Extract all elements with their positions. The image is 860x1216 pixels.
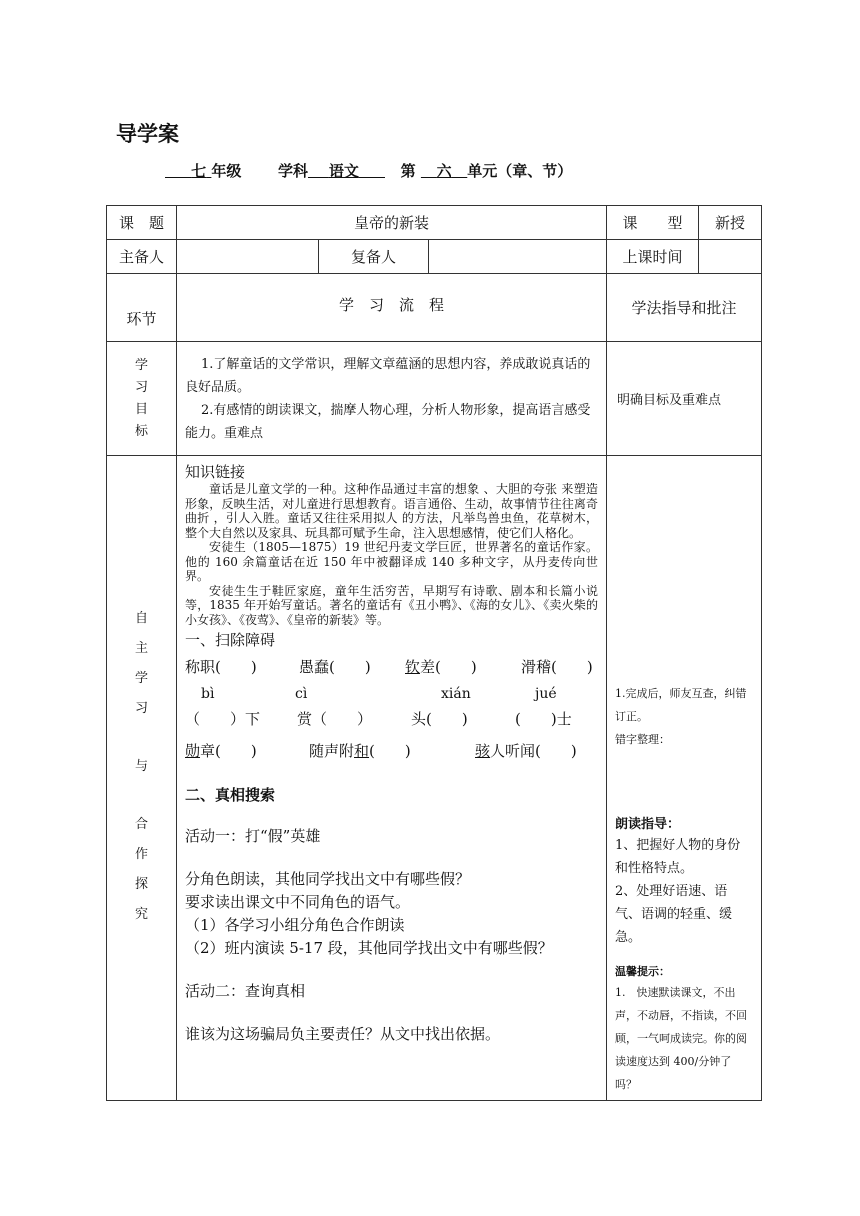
goals-content: [177, 342, 607, 456]
knowledge-paragraph: 童话是儿童文学的一种。这种作品通过丰富的想象 、大胆的夸张 来塑造形象，反映生活，对儿童进行思想教育。语言通俗、生动，故事情节往往离奇曲折 ，引人入胜。童话又往往采用拟人 的方法，凡举鸟兽虫鱼，花草树木，整个大自然以及家具、玩具都可赋予生命，注入思想感情，使它们人格化。: [185, 482, 599, 540]
knowledge-text: [185, 482, 598, 627]
preparer-label: 主备人: [107, 240, 177, 274]
study-content: [177, 456, 607, 1101]
pinyin: cì: [295, 686, 308, 702]
time-label: 上课时间: [607, 240, 699, 274]
grade-label: 年级: [211, 162, 242, 180]
grade-value: 七: [191, 162, 207, 180]
knowledge-title: 知识链接: [185, 463, 246, 481]
vocab-item[interactable]: 头( ): [411, 710, 468, 728]
unit-value: 六: [436, 162, 452, 180]
vocab-row-1: [185, 652, 598, 686]
vocab-row-3: [185, 738, 598, 778]
reading-guide-item: 1、把握好人物的身份和性格特点。: [615, 838, 741, 876]
goals-label: 学 习 目 标: [107, 342, 177, 456]
guide-column-header: 学法指导和批注: [607, 274, 762, 342]
subject-value: 语文: [328, 162, 359, 180]
pinyin-row: [185, 686, 598, 706]
study-row: [107, 456, 762, 1101]
vocab-row-2: [185, 706, 598, 738]
column-header-row: [107, 274, 762, 342]
header-subline: [165, 160, 572, 181]
section1-title: 一、扫除障碍: [185, 631, 276, 649]
vocab-item[interactable]: ( )士: [515, 710, 572, 728]
reading-guide-title: 朗读指导：: [615, 817, 681, 832]
type-value: 新授: [699, 206, 762, 240]
vocab-item[interactable]: 骇人听闻( ): [475, 742, 577, 760]
vocab-item[interactable]: 赏（ ）: [297, 710, 373, 728]
pinyin: bì: [201, 686, 215, 702]
vocab-item[interactable]: 愚蠢( ): [299, 658, 371, 676]
knowledge-paragraph: 安徒生生于鞋匠家庭，童年生活穷苦，早期写有诗歌、剧本和长篇小说等，1835 年开始写童话。著名的童话有《丑小鸭》、《海的女儿》、《卖火柴的小女孩》、《夜莺》、《皇帝的新装》等。: [185, 583, 599, 627]
reviewer-value[interactable]: [429, 240, 607, 274]
note-check: 1.完成后，师友互查，纠错订正。: [615, 687, 747, 723]
vocab-item[interactable]: 钦差( ): [405, 658, 477, 676]
activity1-line: 要求读出课文中不同角色的语气。: [185, 893, 411, 911]
page-title: 导学案: [116, 122, 179, 146]
section-column-header: 环节: [107, 274, 177, 342]
study-notes: [607, 456, 762, 1101]
activity1-title: 活动一：打“假”英雄: [185, 827, 321, 845]
activity1-line: （2）班内演读 5-17 段，其他同学找出文中有哪些假？: [185, 939, 553, 957]
activity1-line: 分角色朗读，其他同学找出文中有哪些假？: [185, 870, 471, 888]
vocab-item[interactable]: 随声附和( ): [309, 742, 411, 760]
reviewer-label: 复备人: [319, 240, 429, 274]
topic-value: 皇帝的新装: [177, 206, 607, 240]
vocab-item[interactable]: 滑稽( ): [521, 658, 593, 676]
preparer-value[interactable]: [177, 240, 319, 274]
goals-note: 明确目标及重难点: [607, 342, 762, 456]
type-label: 课 型: [607, 206, 699, 240]
lesson-table: [106, 205, 762, 1101]
topic-label: 课 题: [107, 206, 177, 240]
topic-row: [107, 206, 762, 240]
vocab-item[interactable]: 称职( ): [185, 658, 257, 676]
unit-suffix: 单元（章、节）: [467, 162, 573, 180]
pinyin: xián: [441, 686, 471, 702]
reading-guide-item: 2、处理好语速、语气、语调的轻重、缓急。: [615, 884, 733, 945]
section2-title: 二、真相搜索: [185, 786, 276, 804]
preparer-row: [107, 240, 762, 274]
tip-text: 1. 快速默读课文，不出声，不动唇，不指读，不回顾，一气呵成读完。你的阅读速度达到 400/分钟了吗？: [615, 986, 748, 1091]
time-value[interactable]: [699, 240, 762, 274]
activity2-title: 活动二：查询真相: [185, 982, 306, 1000]
subject-label: 学科: [277, 162, 308, 180]
knowledge-paragraph: 安徒生（1805—1875）19 世纪丹麦文学巨匠，世界著名的童话作家。他的 160 余篇童话在近 150 年中被翻译成 140 多种文字，从丹麦传向世界。: [185, 540, 599, 583]
vocab-item[interactable]: （ ）下: [185, 710, 261, 728]
vocab-item[interactable]: 勋章( ): [185, 742, 257, 760]
note-typo: 错字整理：: [615, 733, 671, 746]
goal-item: 1.了解童话的文学常识，理解文章蕴涵的思想内容，养成敢说真话的良好品质。: [185, 356, 591, 395]
activity1-line: （1）各学习小组分角色合作朗读: [185, 916, 405, 934]
unit-prefix: 第: [400, 162, 416, 180]
process-column-header: 学 习 流 程: [177, 274, 607, 342]
study-label: 自 主 学 习 与 合 作 探 究: [107, 456, 177, 1101]
pinyin: jué: [535, 686, 557, 702]
tip-title: 温馨提示：: [615, 965, 671, 978]
goal-item: 2.有感情的朗读课文，揣摩人物心理，分析人物形象，提高语言感受能力。重难点: [185, 402, 591, 441]
activity2-question: 谁该为这场骗局负主要责任？从文中找出依据。: [185, 1025, 501, 1043]
goals-row: [107, 342, 762, 456]
